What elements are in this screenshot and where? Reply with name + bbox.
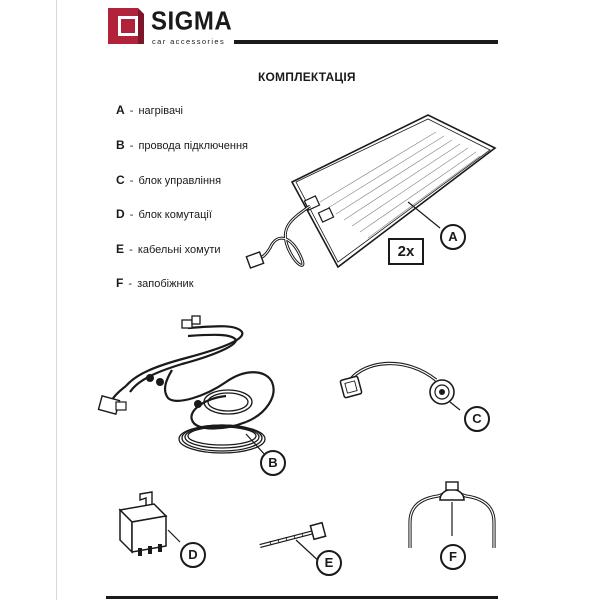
part-label: блок управління xyxy=(138,175,222,187)
part-separator: - xyxy=(128,278,133,290)
callout-c: C xyxy=(464,406,490,432)
page-edge-line xyxy=(56,0,57,600)
brand-tagline: car accessories xyxy=(152,37,226,46)
part-letter: B xyxy=(116,138,125,152)
sigma-mark-icon xyxy=(104,6,146,46)
part-separator: - xyxy=(129,140,134,152)
callout-d: D xyxy=(180,542,206,568)
document-title: КОМПЛЕКТАЦІЯ xyxy=(258,70,356,84)
part-label: блок комутації xyxy=(138,209,212,221)
part-separator: - xyxy=(129,105,134,117)
heater-pad-icon xyxy=(240,110,510,285)
list-item xyxy=(116,242,221,256)
control-unit-icon xyxy=(336,350,476,430)
part-label: нагрівачі xyxy=(138,105,184,117)
callout-b: B xyxy=(260,450,286,476)
part-letter: E xyxy=(116,242,125,256)
part-separator: - xyxy=(129,244,133,256)
part-label: кабельні хомути xyxy=(137,244,221,256)
list-item xyxy=(116,103,183,117)
callout-a: A xyxy=(440,224,466,250)
callout-e: E xyxy=(316,550,342,576)
list-item xyxy=(116,173,221,187)
part-letter: F xyxy=(116,276,124,290)
part-separator: - xyxy=(129,209,134,221)
quantity-badge: 2x xyxy=(388,238,424,265)
part-letter: D xyxy=(116,207,125,221)
wiring-harness-icon xyxy=(96,306,296,466)
callout-f: F xyxy=(440,544,466,570)
part-letter: C xyxy=(116,173,125,187)
footer-rule xyxy=(106,596,498,599)
list-item xyxy=(116,276,194,290)
brand-logo xyxy=(104,6,236,50)
list-item xyxy=(116,138,248,152)
part-label: провода підключення xyxy=(138,140,248,152)
part-label: запобіжник xyxy=(137,278,194,290)
list-item xyxy=(116,207,212,221)
header-rule xyxy=(234,40,498,44)
part-separator: - xyxy=(129,175,134,187)
part-letter: A xyxy=(116,103,125,117)
brand-name: SIGMA xyxy=(151,7,233,37)
